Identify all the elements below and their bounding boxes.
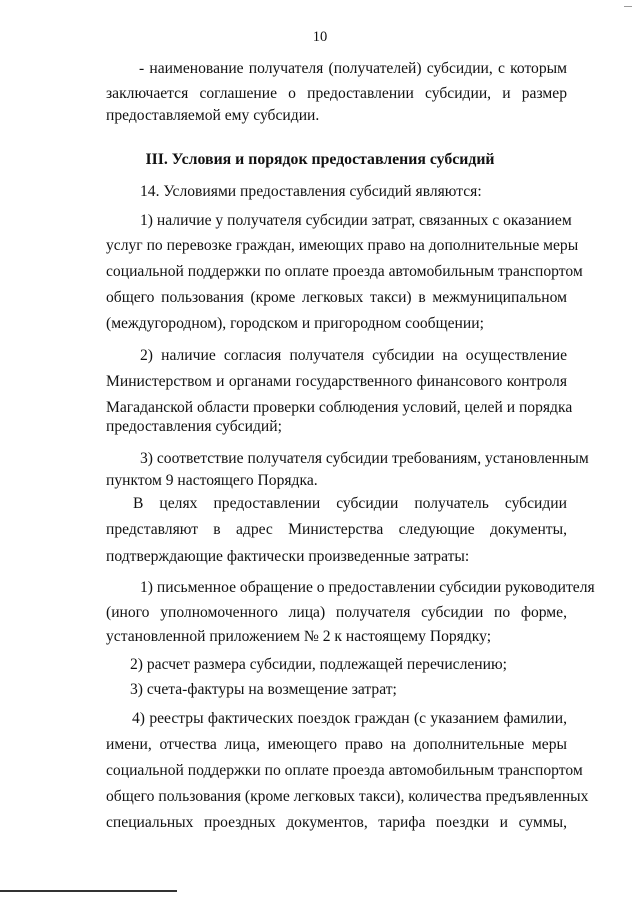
list-item-line: 3) счета-фактуры на возмещение затрат;	[130, 681, 397, 698]
intro-line: - наименование получателя (получателей) субсидии, с которым	[139, 60, 567, 77]
intro-line: заключается соглашение о предоставлении субсидии, и размер	[106, 85, 567, 102]
list-item-line: социальной поддержки по оплате проезда автомобильным транспортом	[106, 762, 583, 779]
paragraph-line: пунктом 9 настоящего Порядка.	[106, 472, 318, 489]
paragraph-line: 2) наличие согласия получателя субсидии на осуществление	[140, 347, 567, 364]
section-heading: III. Условия и порядок предоставления субсидий	[145, 151, 495, 168]
list-item-line: установленной приложением № 2 к настоящему Порядку;	[106, 628, 492, 645]
paragraph-line: 14. Условиями предоставления субсидий являются:	[140, 183, 482, 200]
paragraph-line: общего пользования (кроме легковых такси) в межмуниципальном	[106, 289, 567, 306]
page-number: 10	[312, 29, 328, 45]
list-item-line: имени, отчества лица, имеющего право на дополнительные меры	[106, 736, 567, 753]
bottom-rule	[0, 890, 177, 892]
list-item-line: 1) письменное обращение о предоставлении субсидии руководителя	[140, 579, 595, 596]
paragraph-line: Министерством и органами государственного финансового контроля	[106, 373, 567, 390]
paragraph-line: предоставления субсидий;	[106, 418, 282, 435]
paragraph-line: 1) наличие у получателя субсидии затрат, связанных с оказанием	[140, 212, 572, 229]
list-item-line: общего пользования (кроме легковых такси), количества предъявленных	[106, 788, 589, 805]
list-item-line: 2) расчет размера субсидии, подлежащей перечислению;	[130, 656, 507, 673]
list-item-line: 4) реестры фактических поездок граждан (с указанием фамилии,	[132, 710, 567, 727]
list-item-line: (иного уполномоченного лица) получателя субсидии по форме,	[106, 604, 567, 621]
scan-corner-mark	[624, 6, 632, 7]
paragraph-line: (междугородном), городском и пригородном сообщении;	[106, 315, 484, 332]
paragraph-line: 3) соответствие получателя субсидии требованиям, установленным	[140, 450, 589, 467]
intro-line: предоставляемой ему субсидии.	[106, 107, 320, 124]
paragraph-line: Магаданской области проверки соблюдения условий, целей и порядка	[106, 399, 573, 416]
paragraph-line: подтверждающие фактически произведенные затраты:	[106, 548, 470, 565]
paragraph-line: социальной поддержки по оплате проезда автомобильным транспортом	[106, 263, 583, 280]
paragraph-line: В целях предоставлении субсидии получатель субсидии	[133, 495, 567, 512]
paragraph-line: представляют в адрес Министерства следующие документы,	[106, 521, 567, 538]
paragraph-line: услуг по перевозке граждан, имеющих право на дополнительные меры	[106, 237, 579, 254]
list-item-line: специальных проездных документов, тарифа поездки и суммы,	[106, 814, 567, 831]
